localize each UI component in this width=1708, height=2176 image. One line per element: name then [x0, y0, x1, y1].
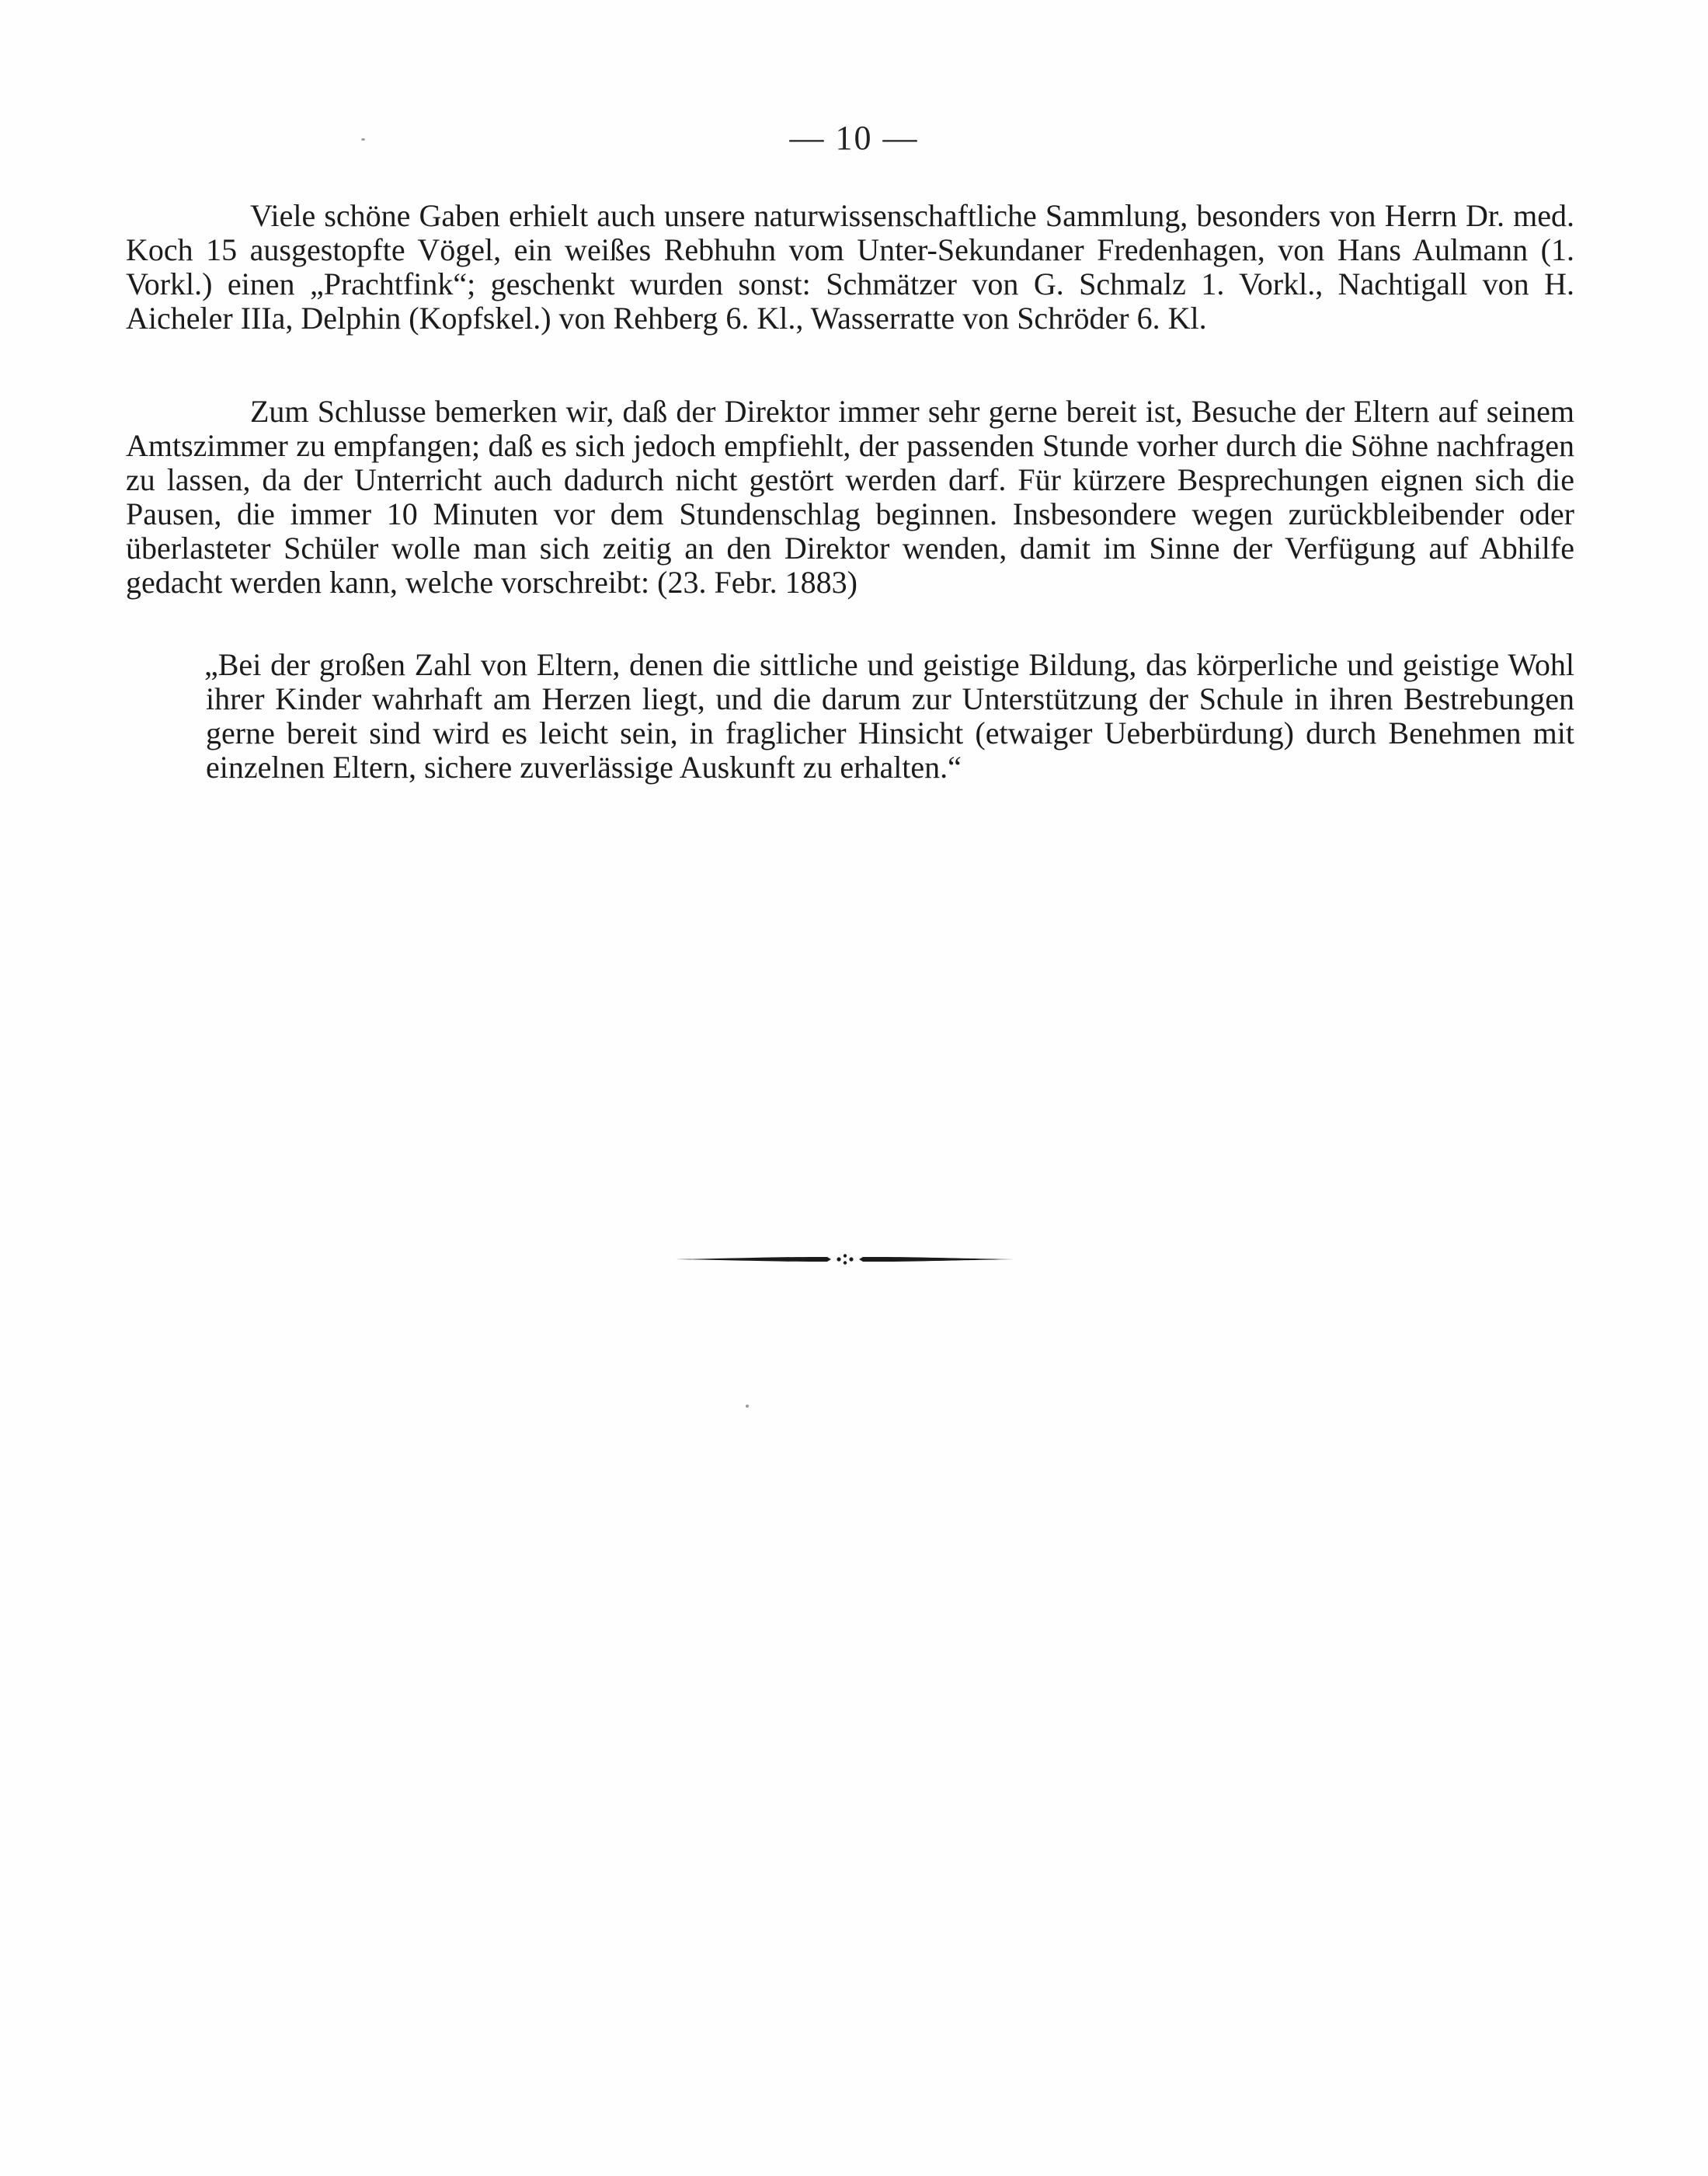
paper-speck — [361, 138, 365, 141]
decree-quote — [206, 648, 1574, 785]
paragraph-collection-gifts — [126, 199, 1574, 336]
paragraph-parent-visits — [126, 395, 1574, 600]
quote-text: „Bei der großen Zahl von Eltern, denen die sittliche und geistige Bildung, das körperliche und geistige Wohl ihrer Kinder wahrhaft am Herzen liegt, und die darum zur Unterstützung der Schule in ihren Bestrebungen gerne bereit sind wird es leicht sein, in fraglicher Hinsicht (etwaiger Ueberbürdung) durch Benehmen mit einzelnen Eltern, sichere zuverlässige Auskunft zu erhalten.“ — [204, 647, 1574, 785]
paragraph-text: Zum Schlusse bemerken wir, daß der Direktor immer sehr gerne bereit ist, Besuche der Eltern auf seinem Amtszimmer zu empfangen; daß es sich jedoch empfiehlt, der passenden Stunde vorher durch die Söhne nachfragen zu lassen, da der Unterricht auch dadurch nicht gestört werden darf. Für kürzere Besprechungen eignen sich die Pausen, die immer 10 Minuten vor dem Stundenschlag beginnen. Insbesondere wegen zurückbleibender oder überlasteter Schüler wolle man sich zeitig an den Direktor wenden, damit im Sinne der Verfügung auf Abhilfe gedacht werden kann, welche vorschreibt: (23. Febr. 1883) — [126, 394, 1574, 600]
paper-speck — [746, 1405, 749, 1408]
end-ornament-divider — [676, 1249, 1014, 1269]
paragraph-text: Viele schöne Gaben erhielt auch unsere naturwissenschaftliche Sammlung, besonders von Herrn Dr. med. Koch 15 ausgestopfte Vögel, ein weißes Rebhuhn vom Unter-Sekundaner Fredenhagen, von Hans Aulmann (1. Vorkl.) einen „Prachtfink“; geschenkt wurden sonst: Schmätzer von G. Schmalz 1. Vorkl., Nachtigall von H. Aicheler IIIa, Delphin (Kopfskel.) von Rehberg 6. Kl., Wasserratte von Schröder 6. Kl. — [126, 198, 1574, 336]
page-number: — 10 — — [789, 119, 919, 157]
